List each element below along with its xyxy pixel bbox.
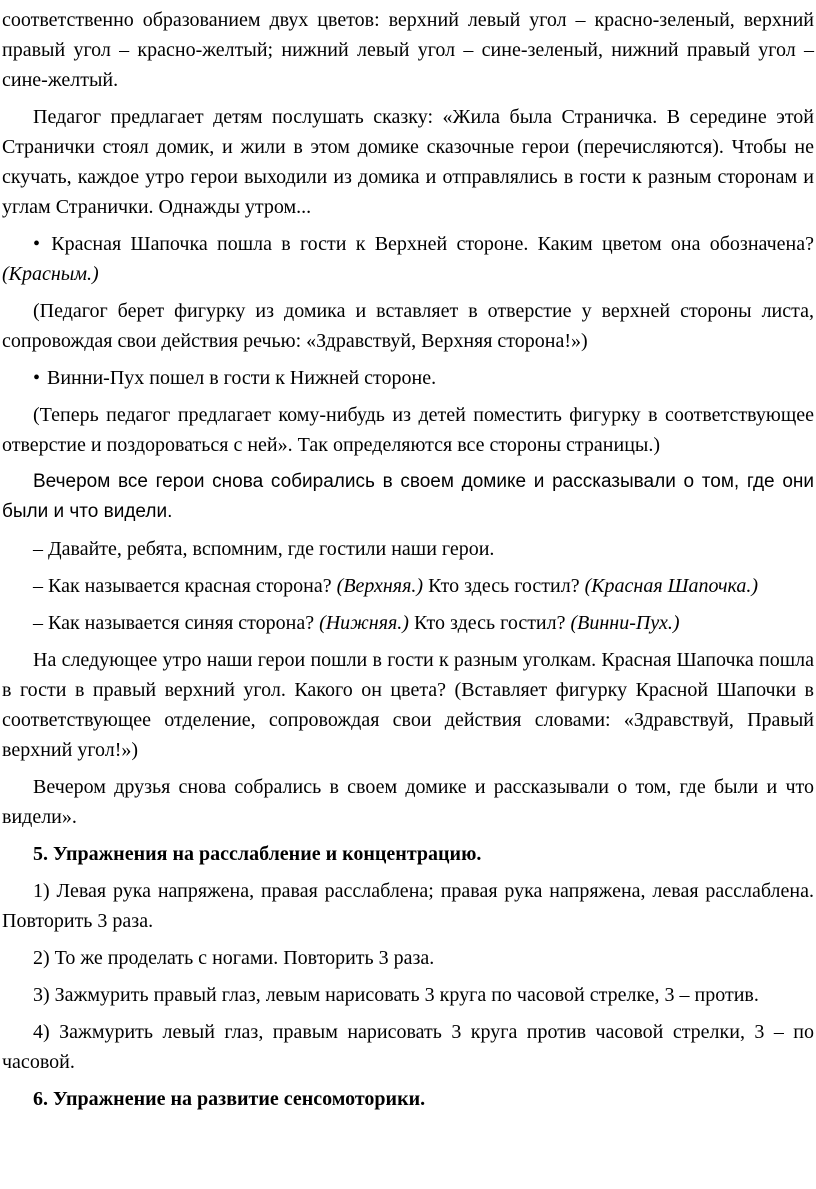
answer-text: (Нижняя.) — [319, 612, 409, 634]
paragraph-red-side-question — [2, 571, 814, 601]
answer-text: (Винни-Пух.) — [570, 612, 680, 634]
bullet-icon: • — [33, 233, 41, 255]
paragraph-winnie-pooh — [2, 363, 814, 393]
question-text: – Как называется красная сторона? — [33, 575, 337, 597]
list-item-4: 4) Зажмурить левый глаз, правым нарисовать 3 круга против часовой стрелки, 3 – по часовой. — [2, 1021, 814, 1073]
answer-text: (Красным.) — [2, 263, 99, 285]
statement-text: Винни-Пух пошел в гости к Нижней стороне. — [42, 367, 437, 389]
paragraph-corner-colors: соответственно образованием двух цветов: верхний левый угол – красно-зеленый, верхний правый угол – красно-желтый; нижний левый угол – сине-зеленый, нижний правый угол – сине-желтый. — [2, 9, 814, 91]
question-text: Кто здесь гостил? — [408, 612, 571, 634]
question-text: Кто здесь гостил? — [423, 575, 585, 597]
paragraph-next-morning: На следующее утро наши герои пошли в гости к разным уголкам. Красная Шапочка пошла в гости в правый верхний угол. Какого он цвета? (Вставляет фигурку Красной Шапочки в соответствующее отделение, сопровождая свои действия словами: «Здравствуй, Правый верхний угол!») — [2, 649, 814, 761]
paragraph-evening-friends: Вечером друзья снова собрались в своем домике и рассказывали о том, где были и что видели». — [2, 776, 814, 828]
paragraph-fairy-tale-intro: Педагог предлагает детям послушать сказку: «Жила была Страничка. В середине этой Странички стоял домик, и жили в этом домике сказочные герои (перечисляются). Чтобы не скучать, каждое утро герои выходили из домика и отправлялись в гости к разным сторонам и углам Странички. Однажды утром... — [2, 106, 814, 218]
question-text: Красная Шапочка пошла в гости к Верхней стороне. Каким цветом она обозначена? — [42, 233, 814, 255]
answer-text: (Красная Шапочка.) — [584, 575, 759, 597]
section-heading-relaxation: 5. Упражнения на расслабление и концентрацию. — [33, 843, 482, 865]
question-text: – Как называется синяя сторона? — [33, 612, 320, 634]
answer-text: (Верхняя.) — [336, 575, 424, 597]
bullet-icon: • — [33, 367, 41, 389]
paragraph-children-action: (Теперь педагог предлагает кому-нибудь из детей поместить фигурку в соответствующее отверстие и поздороваться с ней». Так определяются все стороны страницы.) — [2, 404, 814, 456]
paragraph-blue-side-question — [2, 608, 814, 638]
paragraph-lets-remember: – Давайте, ребята, вспомним, где гостили наши герои. — [33, 538, 495, 560]
paragraph-evening-gathering: Вечером все герои снова собирались в своем домике и рассказывали о том, где они были и что видели. — [2, 471, 814, 522]
list-item-2: 2) То же проделать с ногами. Повторить 3 раза. — [33, 947, 435, 969]
section-heading-sensorimotor: 6. Упражнение на развитие сенсомоторики. — [33, 1088, 426, 1110]
paragraph-teacher-action: (Педагог берет фигурку из домика и вставляет в отверстие у верхней стороны листа, сопровождая свои действия речью: «Здравствуй, Верхняя сторона!») — [2, 300, 814, 352]
list-item-3: 3) Зажмурить правый глаз, левым нарисовать 3 круга по часовой стрелке, 3 – против. — [33, 984, 759, 1006]
list-item-1: 1) Левая рука напряжена, правая расслаблена; правая рука напряжена, левая расслаблена. Повторить 3 раза. — [2, 880, 814, 932]
paragraph-red-riding-hood — [2, 229, 814, 289]
